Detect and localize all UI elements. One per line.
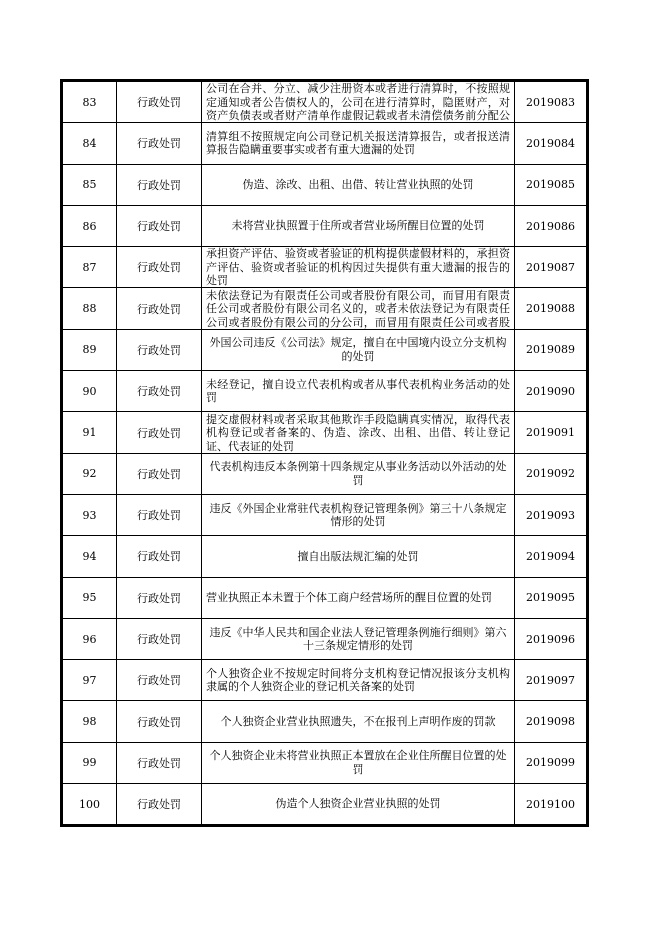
- row-description-text: 伪造个人独资企业营业执照的处罚: [275, 797, 441, 811]
- table-row: [63, 82, 587, 123]
- row-description: [202, 288, 515, 329]
- table-row: [63, 123, 587, 164]
- row-category: 行政处罚: [117, 536, 202, 577]
- row-description-text: 承担资产评估、验资或者验证的机构提供虚假材料的，承担资产评估、验资或者验证的机构因过失提供有重大遗漏的报告的处罚: [206, 247, 510, 288]
- row-description: [202, 660, 515, 701]
- row-code: 2019085: [515, 164, 587, 205]
- row-description-text: 未经登记，擅自设立代表机构或者从事代表机构业务活动的处罚: [206, 377, 510, 405]
- row-description-text: 营业执照正本未置于个体工商户经营场所的醒目位置的处罚: [206, 590, 492, 604]
- row-code: 2019100: [515, 784, 587, 825]
- table-row: [63, 618, 587, 659]
- row-number: 96: [63, 618, 117, 659]
- row-category: 行政处罚: [117, 577, 202, 618]
- row-description-text: 个人独资企业不按规定时间将分支机构登记情况报该分支机构隶属的个人独资企业的登记机关备案的处罚: [206, 666, 510, 694]
- table-row: [63, 247, 587, 288]
- table-row: [63, 164, 587, 205]
- table-row: [63, 453, 587, 494]
- table-row: [63, 288, 587, 329]
- table-row: [63, 205, 587, 246]
- table-row: [63, 412, 587, 453]
- row-description: [202, 701, 515, 742]
- row-description-text: 公司在合并、分立、减少注册资本或者进行清算时，不按照规定通知或者公告债权人的，公司在进行清算时，隐匿财产，对资产负债表或者财产清单作虚假记载或者未清偿债务前分配公: [206, 82, 510, 123]
- row-description: [202, 577, 515, 618]
- row-number: 88: [63, 288, 117, 329]
- row-number: 83: [63, 82, 117, 123]
- row-category: 行政处罚: [117, 412, 202, 453]
- table-row: [63, 536, 587, 577]
- row-code: 2019099: [515, 742, 587, 783]
- row-number: 98: [63, 701, 117, 742]
- row-category: 行政处罚: [117, 453, 202, 494]
- row-description-text: 违反《中华人民共和国企业法人登记管理条例施行细则》第六十三条规定情形的处罚: [209, 625, 507, 652]
- row-description: [202, 494, 515, 535]
- table-row: [63, 742, 587, 783]
- row-number: 85: [63, 164, 117, 205]
- row-number: 100: [63, 784, 117, 825]
- row-number: 89: [63, 329, 117, 370]
- table-body: [63, 82, 587, 825]
- row-description: [202, 123, 515, 164]
- row-number: 94: [63, 536, 117, 577]
- row-number: 97: [63, 660, 117, 701]
- row-category: 行政处罚: [117, 742, 202, 783]
- row-code: 2019090: [515, 371, 587, 412]
- row-code: 2019094: [515, 536, 587, 577]
- row-code: 2019089: [515, 329, 587, 370]
- row-number: 87: [63, 247, 117, 288]
- penalty-table: [62, 81, 587, 825]
- row-code: 2019086: [515, 205, 587, 246]
- row-description-text: 擅自出版法规汇编的处罚: [297, 549, 419, 563]
- row-category: 行政处罚: [117, 784, 202, 825]
- row-description: [202, 82, 515, 123]
- table-row: [63, 371, 587, 412]
- row-description: [202, 329, 515, 370]
- row-description: [202, 784, 515, 825]
- row-description-text: 未依法登记为有限责任公司或者股份有限公司，而冒用有限责任公司或者股份有限公司名义的，或者未依法登记为有限责任公司或者股份有限公司的分公司，而冒用有限责任公司或者股: [206, 288, 510, 329]
- row-number: 95: [63, 577, 117, 618]
- row-description: [202, 371, 515, 412]
- row-description-text: 个人独资企业营业执照遗失，不在报刊上声明作废的罚款: [220, 714, 496, 728]
- row-description-text: 伪造、涂改、出租、出借、转让营业执照的处罚: [242, 177, 474, 191]
- table-row: [63, 701, 587, 742]
- row-description-text: 提交虚假材料或者采取其他欺诈手段隐瞒真实情况，取得代表机构登记或者备案的、伪造、涂改、出租、出借、转让登记证、代表证的处罚: [206, 412, 510, 453]
- row-category: 行政处罚: [117, 618, 202, 659]
- row-code: 2019084: [515, 123, 587, 164]
- row-code: 2019098: [515, 701, 587, 742]
- row-code: 2019097: [515, 660, 587, 701]
- row-description: [202, 205, 515, 246]
- row-description: [202, 742, 515, 783]
- row-category: 行政处罚: [117, 123, 202, 164]
- row-description: [202, 618, 515, 659]
- row-description: [202, 164, 515, 205]
- row-description-text: 外国公司违反《公司法》规定，擅自在中国境内设立分支机构的处罚: [209, 336, 507, 363]
- row-code: 2019093: [515, 494, 587, 535]
- row-description-text: 代表机构违反本条例第十四条规定从事业务活动以外活动的处罚: [209, 460, 507, 487]
- row-code: 2019092: [515, 453, 587, 494]
- row-category: 行政处罚: [117, 205, 202, 246]
- row-category: 行政处罚: [117, 164, 202, 205]
- row-code: 2019083: [515, 82, 587, 123]
- row-number: 84: [63, 123, 117, 164]
- table-row: [63, 494, 587, 535]
- table-row: [63, 577, 587, 618]
- table-row: [63, 660, 587, 701]
- row-category: 行政处罚: [117, 288, 202, 329]
- table-row: [63, 329, 587, 370]
- penalty-table-sheet: [60, 79, 589, 827]
- row-description: [202, 247, 515, 288]
- row-code: 2019087: [515, 247, 587, 288]
- row-number: 90: [63, 371, 117, 412]
- row-description-text: 违反《外国企业常驻代表机构登记管理条例》第三十八条规定情形的处罚: [209, 501, 507, 529]
- row-description: [202, 412, 515, 453]
- row-category: 行政处罚: [117, 660, 202, 701]
- row-description-text: 个人独资企业未将营业执照正本置放在企业住所醒目位置的处罚: [209, 749, 507, 776]
- row-category: 行政处罚: [117, 329, 202, 370]
- row-category: 行政处罚: [117, 494, 202, 535]
- row-code: 2019088: [515, 288, 587, 329]
- row-category: 行政处罚: [117, 701, 202, 742]
- row-number: 86: [63, 205, 117, 246]
- row-number: 93: [63, 494, 117, 535]
- table-row: [63, 784, 587, 825]
- row-category: 行政处罚: [117, 371, 202, 412]
- row-number: 99: [63, 742, 117, 783]
- row-number: 92: [63, 453, 117, 494]
- row-code: 2019095: [515, 577, 587, 618]
- row-code: 2019096: [515, 618, 587, 659]
- row-description: [202, 453, 515, 494]
- row-category: 行政处罚: [117, 247, 202, 288]
- row-code: 2019091: [515, 412, 587, 453]
- row-description-text: 未将营业执照置于住所或者营业场所醒目位置的处罚: [231, 219, 485, 233]
- row-description-text: 清算组不按照规定向公司登记机关报送清算报告，或者报送清算报告隐瞒重要事实或者有重大遗漏的处罚: [206, 129, 510, 157]
- row-number: 91: [63, 412, 117, 453]
- row-category: 行政处罚: [117, 82, 202, 123]
- row-description: [202, 536, 515, 577]
